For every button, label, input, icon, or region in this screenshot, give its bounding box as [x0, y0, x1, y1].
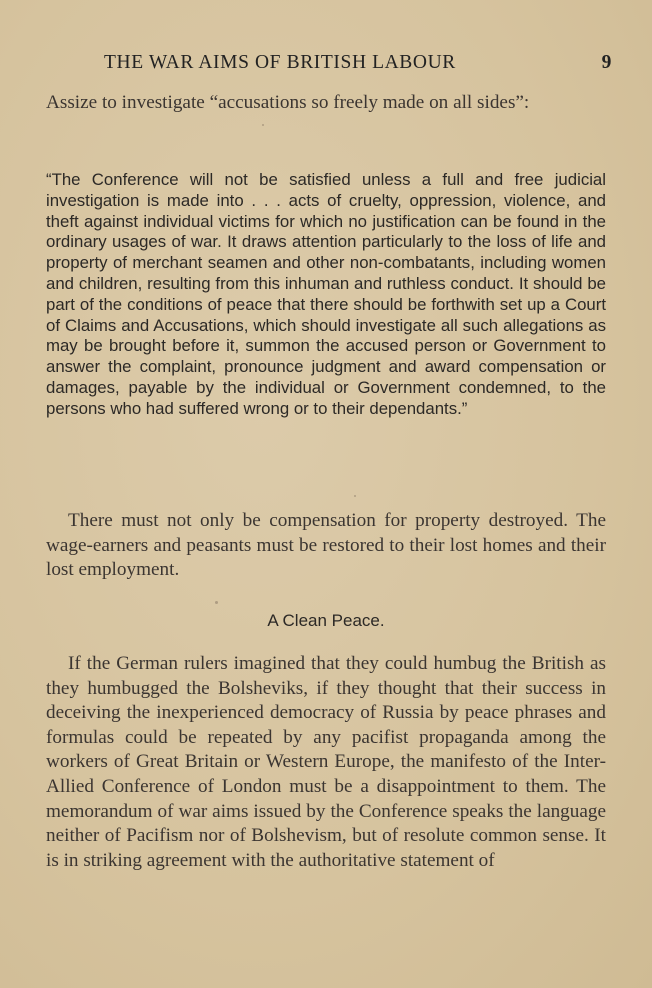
page-number: 9	[601, 52, 612, 73]
intro-paragraph: Assize to investigate “accusations so freely made on all sides”:	[46, 92, 530, 113]
paper-speck	[354, 495, 356, 497]
running-header	[104, 52, 612, 80]
paper-speck	[262, 124, 264, 126]
running-title: THE WAR AIMS OF BRITISH LABOUR	[104, 52, 456, 73]
section-heading: A Clean Peace.	[267, 611, 385, 630]
conference-quote: “The Conference will not be satisfied unless a full and free judicial investigation is made into . . . acts of cruelty, oppression, violence, and theft against individual victims for which no justification can be found in the ordinary usages of war. It draws attention particularly to the loss of life and property of merchant seamen and other non-combatants, including women and children, resulting from this inhuman and ruthless conduct. It should be part of the conditions of peace that there should be forthwith set up a Court of Claims and Accusations, which should investigate all such allegations as may be brought before it, summon the accused person or Government to answer the complaint, pronounce judgment and award compensation or damages, payable by the individual or Government condemned, to the persons who had suffered wrong or to their dependants.”	[46, 170, 606, 418]
clean-peace-paragraph: If the German rulers imagined that they could humbug the British as they humbugged the Bolsheviks, if they thought that their success in deceiving the inexperienced democracy of Russia by peace phrases and formulas could be repeated by any pacifist propaganda among the workers of Great Britain or Western Europe, the manifesto of the Inter-Allied Conference of London must be a disappointment to them. The memorandum of war aims issued by the Conference speaks the language neither of Pacifism nor of Bolshevism, but of resolute common sense. It is in striking agreement with the authoritative statement of	[46, 653, 606, 871]
paper-speck	[215, 601, 218, 604]
compensation-paragraph: There must not only be compensation for property destroyed. The wage-earners and peasants must be restored to their lost homes and their lost employment.	[46, 510, 606, 581]
